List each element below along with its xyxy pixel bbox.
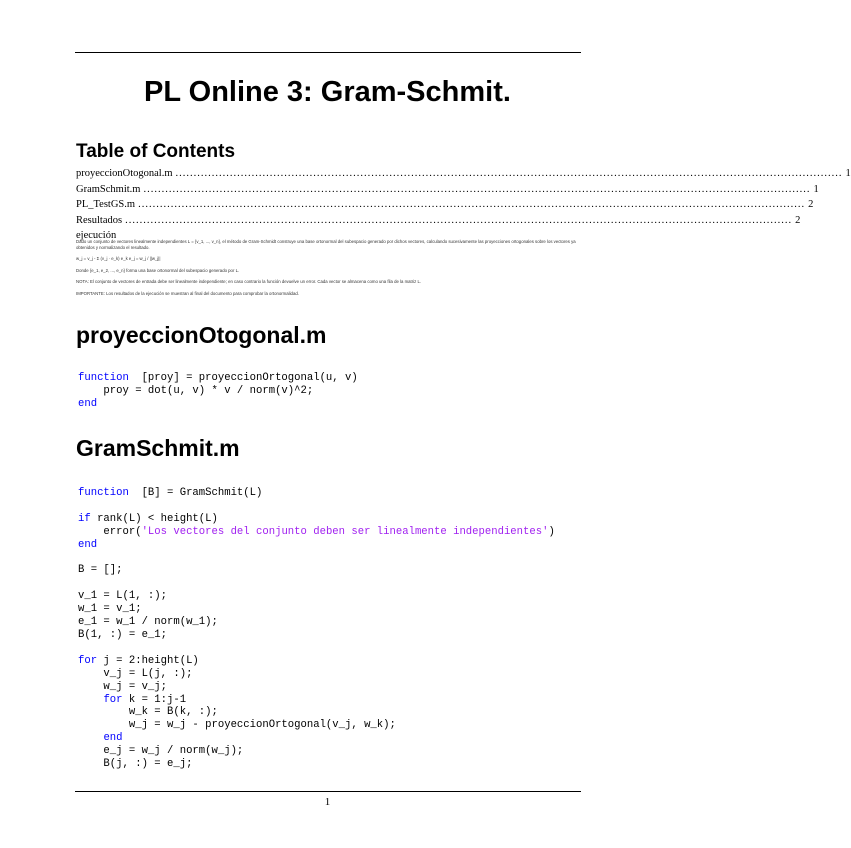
code-line xyxy=(78,668,555,681)
code-keyword: end xyxy=(103,732,123,745)
code-line xyxy=(78,642,555,655)
code-block-proyeccion xyxy=(78,372,358,411)
top-rule xyxy=(75,52,581,53)
code-text: w_k = B(k, :); xyxy=(78,706,218,719)
toc-entry[interactable] xyxy=(76,166,851,182)
code-text xyxy=(78,694,103,706)
code-text: ) xyxy=(548,525,555,538)
code-keyword: end xyxy=(78,397,98,410)
toc-entry-page: 2 xyxy=(795,214,801,226)
code-text xyxy=(78,732,103,744)
code-line xyxy=(78,616,555,629)
toc-entry-label[interactable]: Resultados ejecución xyxy=(76,214,123,241)
intro-text xyxy=(76,239,581,302)
code-text: B(j, :) = e_j; xyxy=(78,758,193,771)
toc-entry-label[interactable]: GramSchmit.m xyxy=(76,183,141,195)
toc-leader: ........................................................................................................................................................................................ xyxy=(175,168,843,179)
bottom-rule xyxy=(75,791,581,792)
code-line xyxy=(78,539,555,552)
code-text: B = []; xyxy=(78,564,123,577)
intro-paragraph: Donde {e_1, e_2, ..., e_n} forma una base ortonormal del subespacio generado por L. xyxy=(76,267,240,273)
page-number: 1 xyxy=(324,796,331,808)
code-line xyxy=(78,590,555,603)
section-heading: GramSchmit.m xyxy=(76,435,240,461)
code-line xyxy=(78,385,358,398)
code-line xyxy=(78,372,358,385)
code-keyword: for xyxy=(103,693,123,706)
intro-important: IMPORTANTE: Los resultados de la ejecución se muestran al final del documento para comprobar la ortonormalidad. xyxy=(76,290,299,296)
code-text: proy = dot(u, v) * v / norm(v)^2; xyxy=(78,384,314,397)
intro-note: NOTA: El conjunto de vectores de entrada debe ser linealmente independiente; en caso contrario la función devuelve un error. Cada vector se almacena como una fila de la matriz L. xyxy=(76,279,422,284)
code-line xyxy=(78,629,555,642)
code-keyword: function xyxy=(78,372,129,384)
code-text: e_1 = w_1 / norm(w_1); xyxy=(78,616,218,629)
code-line xyxy=(78,487,555,500)
code-text: v_j = L(j, :); xyxy=(78,667,193,680)
section-heading: proyeccionOtogonal.m xyxy=(76,322,327,348)
toc-leader: ........................................................................................................................................................................................ xyxy=(138,199,806,210)
code-text: w_1 = v_1; xyxy=(78,603,142,616)
code-line xyxy=(78,603,555,616)
toc-entry-label[interactable]: proyeccionOtogonal.m xyxy=(76,168,173,179)
toc-entry[interactable] xyxy=(76,197,814,213)
code-text: [proy] = proyeccionOrtogonal(u, v) xyxy=(128,372,358,384)
code-string: 'Los vectores del conjunto deben ser linealmente independientes' xyxy=(141,525,549,538)
toc-entry-page: 1 xyxy=(845,168,851,179)
code-keyword: if xyxy=(78,512,91,525)
code-line xyxy=(78,694,555,707)
code-text: j = 2:height(L) xyxy=(97,654,199,667)
code-line xyxy=(78,577,555,590)
code-text: v_1 = L(1, :); xyxy=(78,590,168,603)
code-line xyxy=(78,655,555,668)
toc-entry-label[interactable]: PL_TestGS.m xyxy=(76,199,136,210)
code-text: e_j = w_j / norm(w_j); xyxy=(78,745,244,758)
code-line xyxy=(78,706,555,719)
code-line xyxy=(78,500,555,513)
code-line xyxy=(78,564,555,577)
code-line xyxy=(78,681,555,694)
intro-paragraph: Dado un conjunto de vectores linealmente independientes L = {v_1, ..., v_n}, el método de Gram-Schmidt construye una base ortonormal del subespacio generado por dichos vectores, calculando sucesivamente las proyecciones ortogonales sobre los vectores ya obtenidos y normalizando el resultado. xyxy=(76,239,576,250)
code-keyword: function xyxy=(78,487,129,499)
code-text: [B] = GramSchmit(L) xyxy=(128,487,263,499)
code-block-gramschmit xyxy=(78,487,555,771)
toc-entry-page: 2 xyxy=(808,199,814,210)
intro-formula: w_j = v_j - Σ (v_j · e_k) e_k e_j = w_j / ||w_j|| xyxy=(76,256,161,261)
code-keyword: for xyxy=(78,654,98,667)
code-line xyxy=(78,526,555,539)
code-line xyxy=(78,758,555,771)
toc-heading: Table of Contents xyxy=(76,141,236,162)
code-line xyxy=(78,745,555,758)
code-text: rank(L) < height(L) xyxy=(90,512,218,525)
code-text: w_j = v_j; xyxy=(78,680,168,693)
table-of-contents xyxy=(76,166,851,244)
document-title: PL Online 3: Gram-Schmit. xyxy=(144,76,511,108)
code-line xyxy=(78,513,555,526)
toc-entry[interactable] xyxy=(76,182,819,198)
code-text: B(1, :) = e_1; xyxy=(78,628,168,641)
code-text: error( xyxy=(78,525,142,538)
code-text: k = 1:j-1 xyxy=(122,693,187,706)
code-text: w_j = w_j - proyeccionOrtogonal(v_j, w_k); xyxy=(78,719,396,732)
toc-leader: ........................................................................................................................................................................................ xyxy=(125,214,793,226)
toc-entry-page: 1 xyxy=(813,183,819,195)
code-line xyxy=(78,719,555,732)
code-line xyxy=(78,732,555,745)
code-line xyxy=(78,398,358,411)
code-keyword: end xyxy=(78,538,98,551)
toc-leader: ........................................................................................................................................................................................ xyxy=(143,183,811,195)
code-line xyxy=(78,552,555,565)
